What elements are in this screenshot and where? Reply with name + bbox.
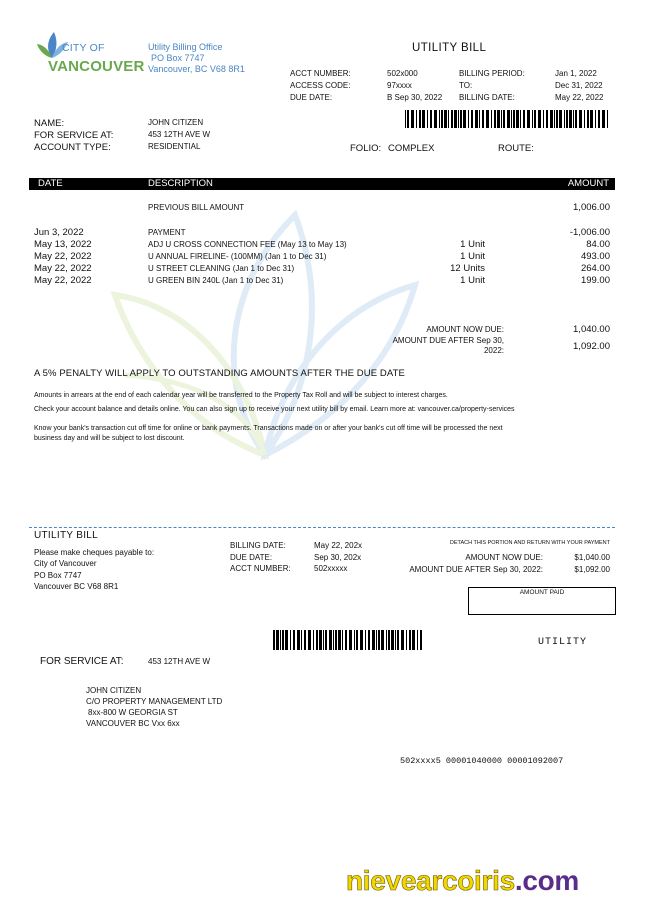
payee-line2: PO Box 7747 (34, 571, 82, 580)
stub-now-due-value: $1,040.00 (574, 553, 610, 562)
row-date: May 13, 2022 (34, 239, 92, 250)
stub-after-label: AMOUNT DUE AFTER Sep 30, 2022: (409, 565, 543, 574)
row-date: Jun 3, 2022 (34, 227, 84, 238)
office-city: Vancouver, BC V68 8R1 (148, 64, 245, 74)
mail-line3: 8xx-800 W GEORGIA ST (88, 708, 178, 717)
row-date: May 22, 2022 (34, 263, 92, 274)
amount-after-value: 1,092.00 (573, 341, 610, 352)
access-code-value: 97xxxx (387, 81, 412, 90)
service-label: FOR SERVICE AT: (34, 130, 114, 141)
stub-acct-label: ACCT NUMBER: (230, 564, 291, 573)
stub-service-value: 453 12TH AVE W (148, 657, 211, 666)
row-description: PAYMENT (148, 228, 186, 237)
penalty-notice: A 5% PENALTY WILL APPLY TO OUTSTANDING AMOUNTS AFTER THE DUE DATE (34, 368, 405, 379)
stub-service-label: FOR SERVICE AT: (40, 656, 124, 667)
stub-title: UTILITY BILL (34, 530, 98, 541)
folio-label: FOLIO: (350, 143, 382, 154)
billing-date-label: BILLING DATE: (459, 93, 515, 102)
col-date: DATE (38, 178, 63, 189)
row-amount: 264.00 (580, 263, 610, 274)
billing-period-value: Jan 1, 2022 (555, 69, 597, 78)
acct-number-value: 502x000 (387, 69, 418, 78)
row-amount: -1,006.00 (569, 227, 610, 238)
access-code-label: ACCESS CODE: (290, 81, 351, 90)
detach-line (29, 527, 615, 528)
row-quantity: 1 Unit (460, 275, 485, 286)
office-pobox: PO Box 7747 (151, 53, 205, 63)
period-to-label: TO: (459, 81, 473, 90)
logo-vancouver-text: VANCOUVER (48, 58, 145, 75)
service-value: 453 12TH AVE W (148, 130, 211, 139)
col-amount: AMOUNT (567, 178, 609, 189)
row-quantity: 1 Unit (460, 239, 485, 250)
billing-period-label: BILLING PERIOD: (459, 69, 525, 78)
row-description: U GREEN BIN 240L (Jan 1 to Dec 31) (148, 276, 284, 285)
row-date: May 22, 2022 (34, 251, 92, 262)
row-quantity: 12 Units (450, 263, 485, 274)
top-barcode (405, 110, 610, 128)
amount-now-due-value: 1,040.00 (573, 324, 610, 335)
site-watermark (346, 865, 579, 897)
account-type-label: ACCOUNT TYPE: (34, 142, 111, 153)
stub-due-date-label: DUE DATE: (230, 553, 273, 562)
payee-line3: Vancouver BC V68 8R1 (34, 582, 119, 591)
col-description: DESCRIPTION (148, 178, 213, 189)
mail-line1: JOHN CITIZEN (86, 686, 142, 695)
stub-billing-date-label: BILLING DATE: (230, 541, 286, 550)
logo-city-text: CITY OF (62, 42, 105, 54)
row-amount: 493.00 (580, 251, 610, 262)
stub-due-date-value: Sep 30, 202x (314, 553, 362, 562)
row-description: U ANNUAL FIRELINE- (100MM) (Jan 1 to Dec 31) (148, 252, 327, 261)
bank-notice-line1: Know your bank's transaction cut off time for online or bank payments. Transactions made on or after your bank's cut off time will be processed the next (34, 425, 503, 432)
row-description: ADJ U CROSS CONNECTION FEE (May 13 to May 13) (148, 240, 347, 249)
stub-barcode (273, 630, 423, 650)
period-to-value: Dec 31, 2022 (555, 81, 603, 90)
route-label: ROUTE: (498, 143, 534, 154)
folio-value: COMPLEX (388, 143, 435, 154)
amount-after-label-year: 2022: (483, 346, 504, 355)
previous-bill-label: PREVIOUS BILL AMOUNT (148, 203, 245, 212)
bill-title: UTILITY BILL (412, 42, 487, 54)
account-type-value: RESIDENTIAL (148, 142, 201, 151)
row-amount: 199.00 (580, 275, 610, 286)
bank-notice-line2: business day and will be subject to lost discount. (34, 435, 185, 442)
stub-acct-value: 502xxxxx (314, 564, 348, 573)
stub-now-due-label: AMOUNT NOW DUE: (465, 553, 543, 562)
arrears-notice: Amounts in arrears at the end of each calendar year will be transferred to the Property Tax Roll and will be subject to interest charges. (34, 392, 448, 399)
row-quantity: 1 Unit (460, 251, 485, 262)
online-notice: Check your account balance and details online. You can also sign up to receive your next utility bill by email. Learn more at: vancouver.ca/property-services (34, 406, 515, 413)
due-date-value: B Sep 30, 2022 (387, 93, 443, 102)
mail-line2: C/O PROPERTY MANAGEMENT LTD (86, 697, 223, 706)
row-description: U STREET CLEANING (Jan 1 to Dec 31) (148, 264, 295, 273)
utility-word: UTILITY (538, 637, 588, 648)
watermark-name: nievearcoiris (346, 865, 515, 896)
stub-after-value: $1,092.00 (574, 565, 610, 574)
stub-billing-date-value: May 22, 202x (314, 541, 363, 550)
payable-label: Please make cheques payable to: (34, 548, 155, 557)
previous-bill-amount: 1,006.00 (573, 202, 610, 213)
amount-now-due-label: AMOUNT NOW DUE: (426, 325, 504, 334)
billing-date-value: May 22, 2022 (555, 93, 604, 102)
mail-line4: VANCOUVER BC Vxx 6xx (86, 719, 180, 728)
name-label: NAME: (34, 118, 65, 129)
city-logo (34, 30, 150, 80)
table-header (29, 178, 615, 190)
acct-number-label: ACCT NUMBER: (290, 69, 351, 78)
office-name: Utility Billing Office (148, 42, 223, 52)
scanline: 502xxxx5 00001040000 00001092007 (400, 756, 564, 766)
watermark-tld: .com (514, 865, 580, 896)
detach-instruction: DETACH THIS PORTION AND RETURN WITH YOUR PAYMENT (449, 540, 610, 546)
row-amount: 84.00 (586, 239, 610, 250)
amount-after-label: AMOUNT DUE AFTER Sep 30, (392, 336, 504, 345)
amount-paid-field[interactable] (468, 587, 616, 615)
due-date-label: DUE DATE: (290, 93, 333, 102)
name-value: JOHN CITIZEN (148, 118, 204, 127)
payee-line1: City of Vancouver (34, 559, 97, 568)
amount-paid-label: AMOUNT PAID (519, 589, 565, 596)
row-date: May 22, 2022 (34, 275, 92, 286)
